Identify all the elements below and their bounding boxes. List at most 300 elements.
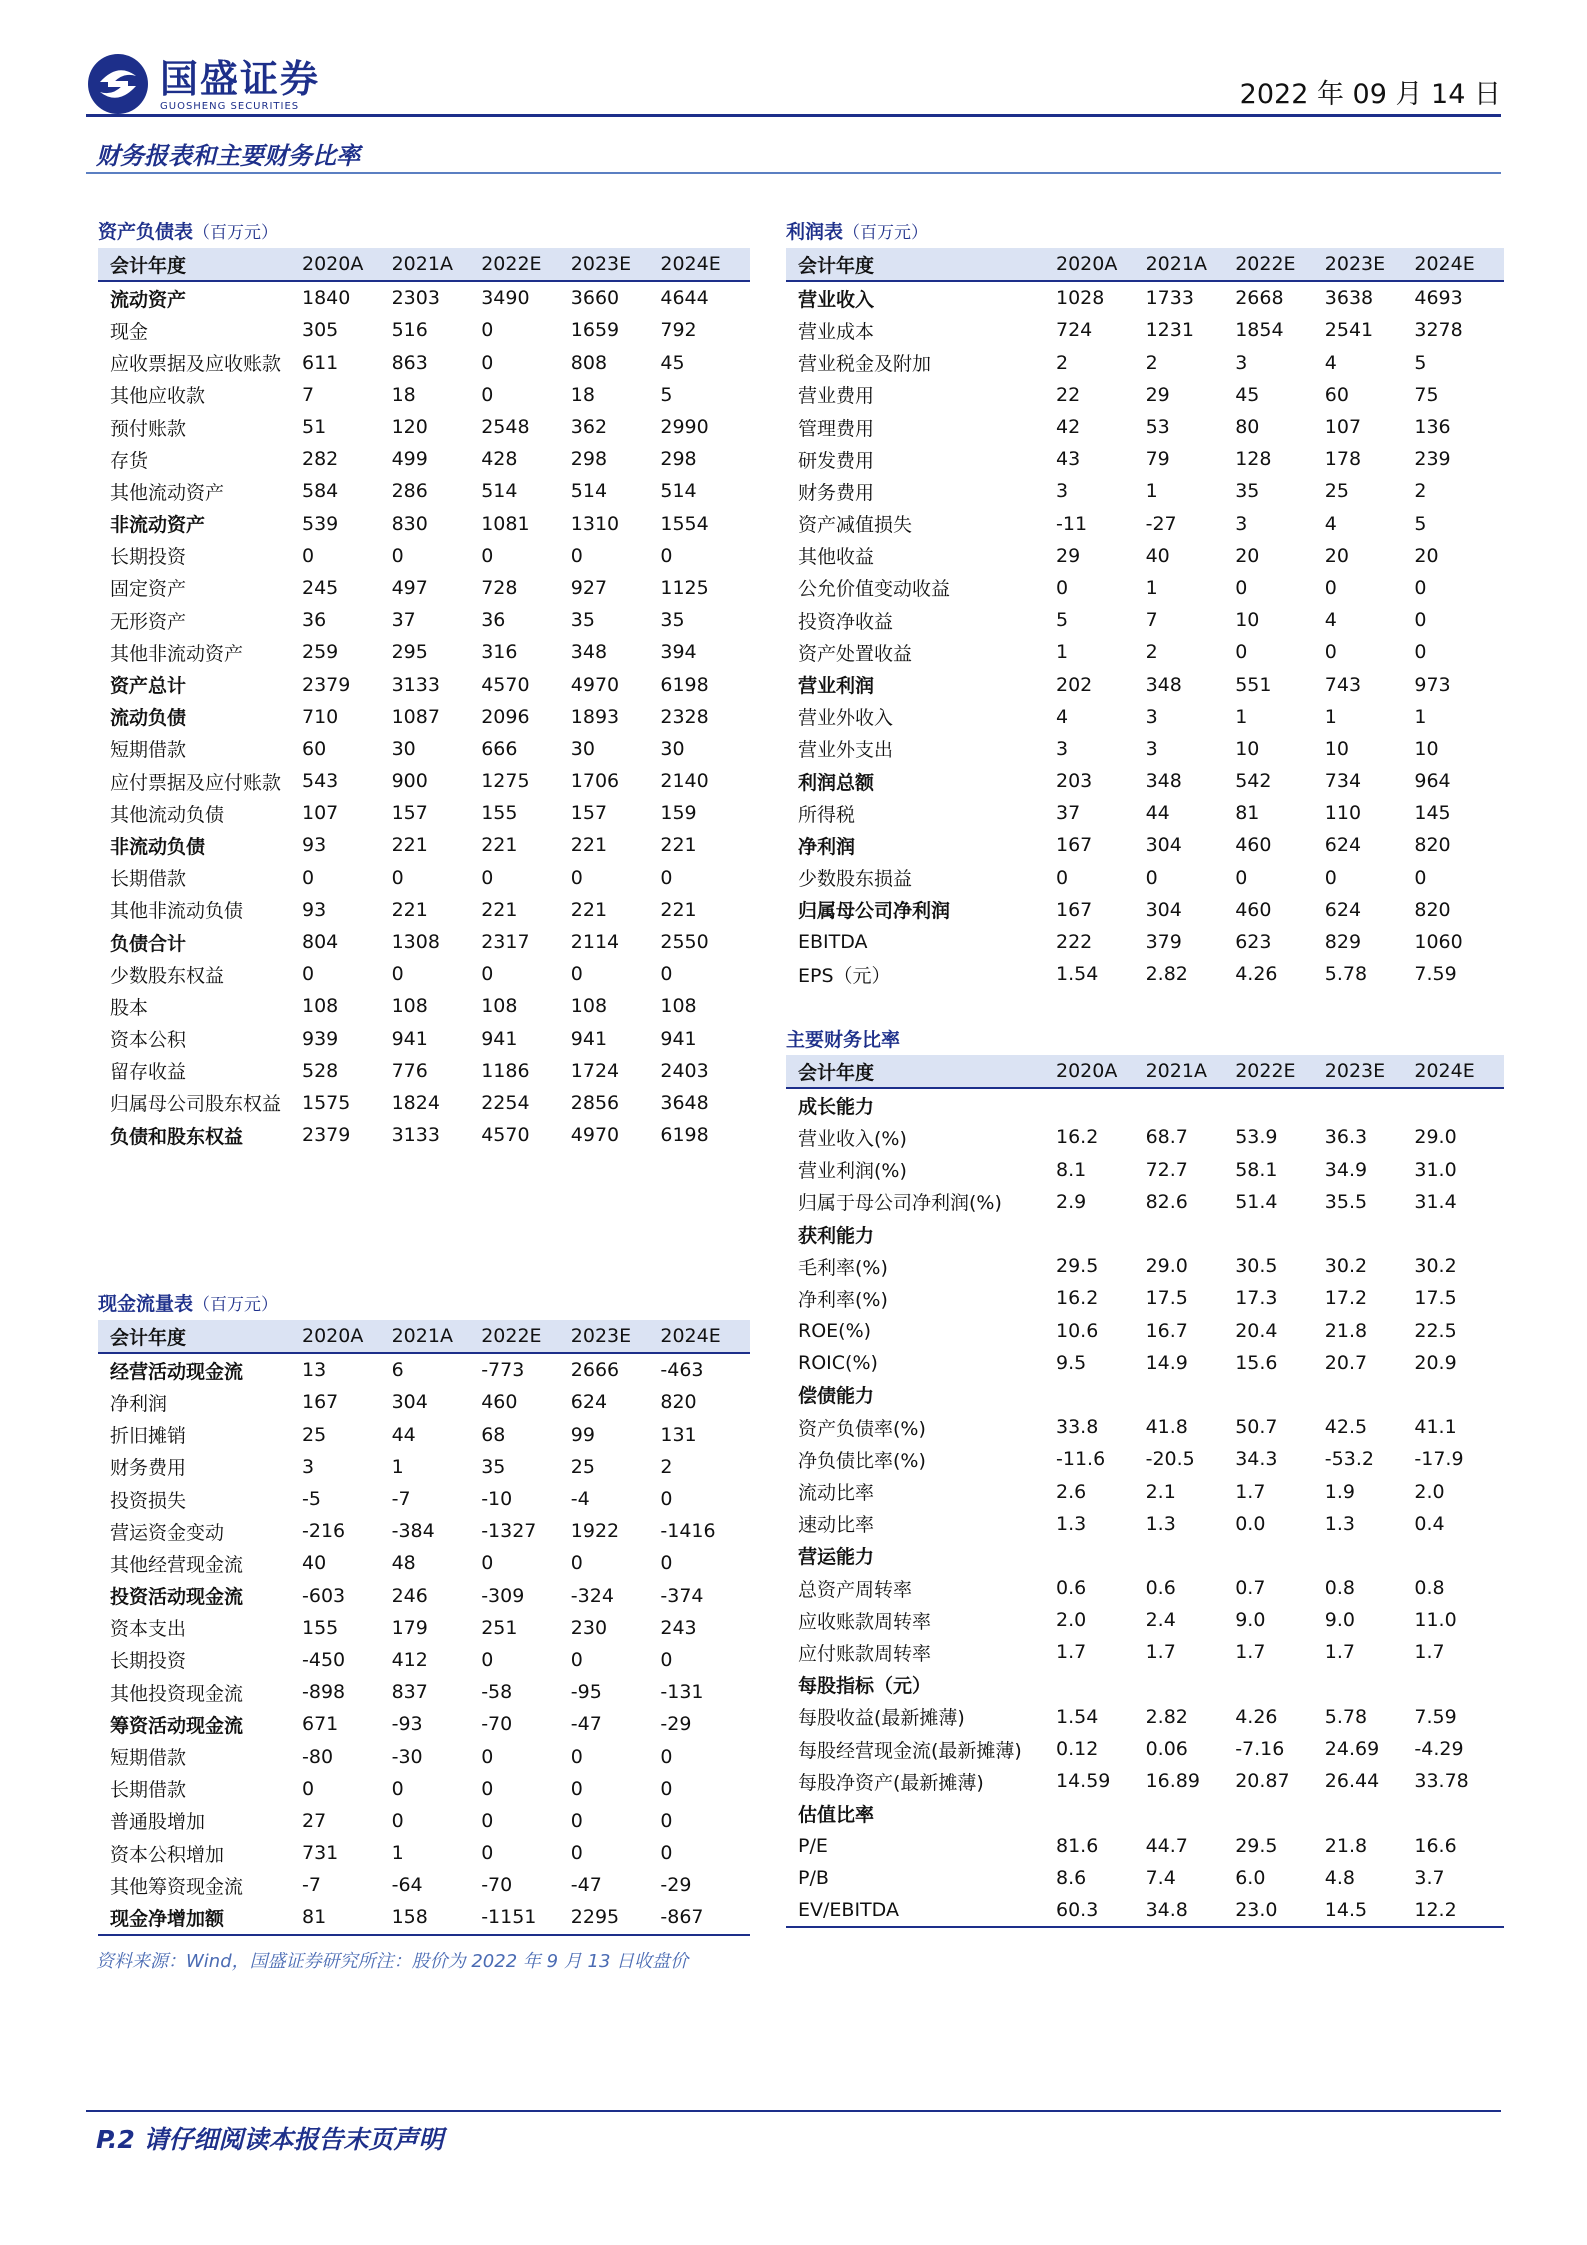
value-cell — [1325, 1379, 1415, 1411]
row-label: 资本公积增加 — [110, 1843, 225, 1866]
value-cell: 45 — [660, 351, 685, 374]
table-row — [98, 926, 750, 958]
table-row — [98, 1901, 750, 1934]
row-label: 投资损失 — [110, 1489, 187, 1512]
value-cell: 22.5 — [1414, 1319, 1457, 1342]
value-cell: 1659 — [570, 319, 620, 342]
value-cell: 0 — [570, 866, 583, 889]
balance-sheet-title — [98, 217, 750, 248]
logo-chinese-name: 国盛证券 — [160, 56, 321, 101]
value-cell: 108 — [302, 995, 339, 1018]
table-row — [98, 379, 750, 411]
value-cell: 0 — [1145, 866, 1158, 889]
value-cell: 2.1 — [1145, 1480, 1176, 1503]
value-cell: 5 — [1414, 512, 1427, 535]
value-cell: 50.7 — [1235, 1416, 1278, 1439]
row-label: 长期投资 — [110, 546, 187, 569]
row-label: 其他非流动负债 — [110, 900, 244, 923]
value-cell: 10 — [1324, 737, 1349, 760]
value-cell: 0 — [660, 1745, 673, 1768]
value-cell: -867 — [660, 1901, 750, 1934]
value-cell: 1310 — [570, 512, 620, 535]
value-cell: 0 — [1324, 641, 1337, 664]
value-cell — [1056, 1797, 1146, 1829]
table-row — [786, 1154, 1504, 1186]
row-label: 毛利率(%) — [798, 1256, 888, 1279]
value-cell: 514 — [481, 480, 518, 503]
value-cell: 68.7 — [1145, 1126, 1188, 1149]
value-cell: 1.7 — [1056, 1641, 1087, 1664]
value-cell: 221 — [660, 898, 697, 921]
value-cell — [1146, 1797, 1236, 1829]
value-cell: 0 — [570, 1809, 583, 1832]
value-cell: 131 — [660, 1423, 697, 1446]
value-cell — [1414, 1797, 1504, 1829]
value-cell: 412 — [391, 1648, 428, 1671]
value-cell: 3 — [1056, 480, 1069, 503]
value-cell: 21.8 — [1324, 1834, 1368, 1857]
value-cell: 820 — [660, 1391, 697, 1414]
value-cell: 1060 — [1414, 931, 1463, 954]
value-cell: 1554 — [660, 512, 709, 535]
value-cell: 539 — [302, 512, 339, 535]
row-label: 资本公积 — [110, 1029, 187, 1052]
value-cell: 0 — [660, 1777, 673, 1800]
value-cell: 10.6 — [1056, 1319, 1099, 1342]
table-row — [786, 508, 1504, 540]
value-cell: 0 — [660, 866, 673, 889]
balance-sheet-table — [98, 217, 750, 1151]
value-cell: 167 — [1056, 834, 1093, 857]
value-cell: -20.5 — [1145, 1448, 1195, 1471]
value-cell: 1 — [391, 1842, 404, 1865]
value-cell: 0.6 — [1145, 1577, 1176, 1600]
table-row — [98, 1119, 750, 1151]
table-row — [98, 1547, 750, 1579]
table-row — [98, 894, 750, 926]
value-cell: 16.6 — [1414, 1834, 1457, 1857]
value-cell: 251 — [481, 1616, 518, 1639]
value-cell: 3660 — [570, 287, 620, 310]
value-cell: 0 — [481, 351, 494, 374]
value-cell: 0 — [481, 866, 494, 889]
value-cell: 1.3 — [1056, 1512, 1087, 1535]
value-cell: 804 — [302, 931, 339, 954]
column-header-year: 2024E — [1414, 1055, 1504, 1088]
value-cell: -131 — [660, 1681, 704, 1704]
value-cell: 60 — [302, 737, 327, 760]
value-cell: 40 — [302, 1552, 327, 1575]
value-cell: 1 — [1414, 705, 1427, 728]
value-cell: 0.6 — [1056, 1577, 1087, 1600]
value-cell: 528 — [302, 1059, 339, 1082]
value-cell: 221 — [570, 898, 608, 921]
value-cell: 2328 — [660, 705, 709, 728]
value-cell: 516 — [391, 319, 428, 342]
value-cell: 155 — [302, 1616, 339, 1639]
value-cell: 0 — [481, 963, 494, 986]
value-cell: 2.9 — [1056, 1190, 1087, 1213]
value-cell: 710 — [302, 705, 339, 728]
value-cell: 20 — [1324, 544, 1349, 567]
value-cell: 167 — [1056, 898, 1093, 921]
value-cell: 2 — [1414, 480, 1427, 503]
value-cell — [1056, 1218, 1146, 1250]
value-cell: 286 — [391, 480, 428, 503]
value-cell: 51 — [302, 416, 327, 439]
section-row — [786, 1669, 1504, 1701]
value-cell: 0.12 — [1056, 1738, 1099, 1761]
value-cell: 44.7 — [1145, 1834, 1188, 1857]
section-row — [786, 1088, 1504, 1121]
value-cell: 0 — [570, 1745, 583, 1768]
table-row — [98, 1023, 750, 1055]
row-label: 获利能力 — [798, 1224, 875, 1247]
section-divider — [86, 172, 1501, 174]
value-cell: 542 — [1235, 770, 1272, 793]
value-cell: 724 — [1056, 319, 1093, 342]
value-cell: 36 — [481, 609, 506, 632]
value-cell: 1 — [1235, 705, 1248, 728]
value-cell: 24.69 — [1324, 1738, 1380, 1761]
table-row — [98, 701, 750, 733]
value-cell: 15.6 — [1235, 1351, 1278, 1374]
value-cell: 157 — [391, 802, 428, 825]
value-cell: 9.5 — [1056, 1351, 1087, 1374]
table-row — [786, 443, 1504, 475]
table-row — [98, 1055, 750, 1087]
value-cell: -17.9 — [1414, 1448, 1464, 1471]
value-cell: -603 — [302, 1584, 346, 1607]
value-cell: 10 — [1235, 609, 1260, 632]
value-cell: 1186 — [481, 1059, 530, 1082]
value-cell: 2990 — [660, 416, 709, 439]
value-cell: 1.7 — [1414, 1641, 1445, 1664]
value-cell: 45 — [1235, 383, 1260, 406]
value-cell: -11.6 — [1056, 1448, 1106, 1471]
row-label: 归属于母公司净利润(%) — [798, 1192, 1002, 1215]
value-cell: 2379 — [302, 1124, 351, 1147]
value-cell: 30 — [570, 737, 595, 760]
value-cell: 2548 — [481, 416, 530, 439]
column-header-label: 会计年度 — [98, 1320, 302, 1353]
table-row — [786, 862, 1504, 894]
value-cell: 20.4 — [1235, 1319, 1278, 1342]
table-row — [786, 1475, 1504, 1507]
row-label: 筹资活动现金流 — [110, 1714, 244, 1737]
value-cell: 13 — [302, 1359, 327, 1382]
value-cell: 128 — [1235, 448, 1272, 471]
row-label: 营业费用 — [798, 385, 875, 408]
row-label: 资产处置收益 — [798, 642, 913, 665]
value-cell: 2317 — [481, 931, 530, 954]
value-cell — [1414, 1669, 1504, 1701]
value-cell: 941 — [660, 1027, 697, 1050]
table-row — [786, 1315, 1504, 1347]
value-cell: 3648 — [660, 1091, 709, 1114]
value-cell: -30 — [391, 1745, 423, 1768]
column-header-year: 2021A — [1146, 248, 1236, 281]
value-cell: 5 — [660, 383, 673, 406]
table-row — [98, 668, 750, 700]
table-row — [98, 1580, 750, 1612]
value-cell: 29 — [1145, 383, 1170, 406]
table-row — [786, 604, 1504, 636]
row-label: 每股指标（元） — [798, 1675, 932, 1698]
section-row — [786, 1797, 1504, 1829]
income-statement-table — [786, 217, 1504, 990]
value-cell: 2668 — [1235, 287, 1284, 310]
value-cell: 0 — [1235, 866, 1248, 889]
value-cell: 4 — [1056, 705, 1069, 728]
value-cell: 29.0 — [1414, 1126, 1457, 1149]
value-cell: 2.0 — [1414, 1480, 1445, 1503]
value-cell: 179 — [391, 1616, 428, 1639]
value-cell: -216 — [302, 1520, 346, 1543]
value-cell: 0 — [1324, 866, 1337, 889]
value-cell: 2 — [660, 1455, 673, 1478]
value-cell: 0 — [481, 1552, 494, 1575]
value-cell: 2254 — [481, 1091, 530, 1114]
value-cell: 79 — [1145, 448, 1170, 471]
value-cell: 0 — [1235, 576, 1248, 599]
table-header-row — [98, 248, 750, 281]
column-header-year: 2023E — [1325, 1055, 1415, 1088]
value-cell: 298 — [660, 448, 697, 471]
value-cell: 2541 — [1324, 319, 1374, 342]
column-header-year: 2020A — [1056, 1055, 1146, 1088]
value-cell: 0 — [302, 866, 315, 889]
table-row — [98, 604, 750, 636]
value-cell: -5 — [302, 1488, 321, 1511]
header-divider — [86, 114, 1501, 117]
value-cell: 1.54 — [1056, 963, 1099, 986]
column-header-year: 2021A — [1146, 1055, 1236, 1088]
row-label: 营业收入 — [798, 288, 875, 311]
row-label: ROIC(%) — [798, 1351, 878, 1374]
row-label: 留存收益 — [110, 1061, 187, 1084]
value-cell: 108 — [570, 995, 608, 1018]
value-cell: 0 — [570, 963, 583, 986]
row-label: P/E — [798, 1834, 828, 1857]
value-cell: 0 — [570, 1777, 583, 1800]
value-cell: 20.7 — [1324, 1351, 1368, 1374]
value-cell: 4 — [1324, 609, 1337, 632]
value-cell: 35.5 — [1324, 1190, 1368, 1213]
value-cell: 6.0 — [1235, 1866, 1266, 1889]
value-cell: 136 — [1414, 416, 1451, 439]
value-cell: 20 — [1235, 544, 1260, 567]
value-cell: 0 — [481, 1648, 494, 1671]
column-header-year: 2022E — [1235, 1055, 1325, 1088]
value-cell: 1.7 — [1235, 1641, 1266, 1664]
value-cell: 0.4 — [1414, 1512, 1445, 1535]
value-cell — [1235, 1540, 1325, 1572]
value-cell: 2.82 — [1145, 963, 1188, 986]
value-cell: 22 — [1056, 383, 1081, 406]
value-cell: 1922 — [570, 1520, 620, 1543]
value-cell: 81 — [1235, 802, 1260, 825]
value-cell: 44 — [391, 1423, 416, 1446]
value-cell: 964 — [1414, 770, 1451, 793]
value-cell: 3133 — [391, 673, 440, 696]
value-cell: 27 — [302, 1809, 327, 1832]
section-row — [786, 1540, 1504, 1572]
column-header-year: 2024E — [660, 1320, 750, 1353]
value-cell: 900 — [391, 770, 428, 793]
value-cell — [1325, 1797, 1415, 1829]
table-row — [786, 1733, 1504, 1765]
value-cell: 7 — [1145, 609, 1158, 632]
row-label: 少数股东损益 — [798, 868, 913, 891]
row-label: 短期借款 — [110, 1747, 187, 1770]
value-cell: 1 — [391, 1455, 404, 1478]
value-cell: 21.8 — [1324, 1319, 1368, 1342]
row-label: 长期借款 — [110, 1779, 187, 1802]
value-cell: 728 — [481, 576, 518, 599]
balance-sheet-unit: （百万元） — [193, 223, 279, 243]
value-cell — [1146, 1088, 1236, 1121]
value-cell: 16.2 — [1056, 1126, 1099, 1149]
value-cell: 35 — [481, 1455, 506, 1478]
value-cell: 110 — [1324, 802, 1362, 825]
value-cell: 178 — [1324, 448, 1362, 471]
value-cell: 0 — [1414, 576, 1427, 599]
value-cell: 1.7 — [1145, 1641, 1176, 1664]
value-cell: -93 — [391, 1713, 423, 1736]
table-row — [98, 862, 750, 894]
value-cell: 514 — [660, 480, 697, 503]
value-cell: 0 — [660, 1809, 673, 1832]
row-label: 短期借款 — [110, 739, 187, 762]
value-cell: 1.54 — [1056, 1705, 1099, 1728]
value-cell — [1235, 1088, 1325, 1121]
value-cell: 460 — [1235, 834, 1272, 857]
value-cell: 362 — [570, 416, 608, 439]
value-cell: 348 — [1145, 673, 1182, 696]
value-cell: -11 — [1056, 512, 1088, 535]
row-label: 投资活动现金流 — [110, 1586, 244, 1609]
value-cell: 7.59 — [1414, 963, 1457, 986]
value-cell: -53.2 — [1324, 1448, 1374, 1471]
table-header-row — [786, 248, 1504, 281]
value-cell — [1056, 1540, 1146, 1572]
table-row — [98, 475, 750, 507]
cash-flow-title-text: 现金流量表 — [98, 1293, 194, 1315]
row-label: ROE(%) — [798, 1319, 872, 1342]
cash-flow-title — [98, 1289, 750, 1320]
value-cell: 145 — [1414, 802, 1451, 825]
row-label: 营运资金变动 — [110, 1521, 225, 1544]
value-cell: -4.29 — [1414, 1738, 1464, 1761]
row-label: 速动比率 — [798, 1514, 875, 1537]
value-cell: 1.3 — [1145, 1512, 1176, 1535]
value-cell: 1 — [1324, 705, 1337, 728]
value-cell: -70 — [481, 1713, 513, 1736]
value-cell: 246 — [391, 1584, 428, 1607]
row-label: 净利润 — [110, 1392, 168, 1415]
value-cell: 792 — [660, 319, 697, 342]
table-row — [786, 1508, 1504, 1540]
value-cell: 221 — [570, 834, 608, 857]
value-cell: 16.7 — [1145, 1319, 1188, 1342]
table-row — [786, 411, 1504, 443]
value-cell: -1416 — [660, 1520, 716, 1543]
table-row — [98, 281, 750, 314]
value-cell: 743 — [1324, 673, 1362, 696]
source-note: 资料来源：Wind，国盛证券研究所注：股价为 2022 年 9 月 13 日收盘价 — [96, 1951, 689, 1972]
value-cell: 29.5 — [1056, 1255, 1099, 1278]
row-label: 应收账款周转率 — [798, 1610, 932, 1633]
row-label: 其他应收款 — [110, 385, 206, 408]
value-cell: 203 — [1056, 770, 1093, 793]
row-label: 非流动资产 — [110, 514, 206, 537]
row-label: 资产总计 — [110, 675, 187, 698]
table-row — [786, 829, 1504, 861]
value-cell — [1056, 1088, 1146, 1121]
value-cell: 0 — [1324, 576, 1337, 599]
value-cell: 3.7 — [1414, 1866, 1445, 1889]
value-cell: 348 — [570, 641, 608, 664]
value-cell: 29.5 — [1235, 1834, 1278, 1857]
value-cell: -80 — [302, 1745, 334, 1768]
value-cell: -70 — [481, 1874, 513, 1897]
value-cell: 33.78 — [1414, 1770, 1469, 1793]
value-cell: 0 — [481, 1777, 494, 1800]
value-cell: 1275 — [481, 770, 530, 793]
table-row — [786, 894, 1504, 926]
value-cell: 2295 — [571, 1901, 661, 1934]
row-label: 资本支出 — [110, 1618, 187, 1641]
value-cell: 3 — [1145, 705, 1158, 728]
value-cell: 1840 — [302, 287, 351, 310]
column-header-year: 2020A — [1056, 248, 1146, 281]
row-label: 折旧摊销 — [110, 1425, 187, 1448]
value-cell: 551 — [1235, 673, 1272, 696]
value-cell: 42.5 — [1324, 1416, 1368, 1439]
value-cell: 731 — [302, 1842, 339, 1865]
value-cell: 75 — [1414, 383, 1439, 406]
value-cell: 1028 — [1056, 287, 1105, 310]
column-header-label: 会计年度 — [786, 248, 1056, 281]
value-cell: 820 — [1414, 834, 1451, 857]
row-label: 预付账款 — [110, 417, 187, 440]
table-row — [786, 1894, 1504, 1927]
value-cell: 2 — [1145, 641, 1158, 664]
table-row — [98, 1644, 750, 1676]
value-cell — [1235, 1797, 1325, 1829]
value-cell: 304 — [1145, 898, 1182, 921]
value-cell: 34.9 — [1324, 1158, 1368, 1181]
row-label: EBITDA — [798, 931, 868, 954]
value-cell: -47 — [570, 1874, 602, 1897]
row-label: 负债合计 — [110, 932, 187, 955]
value-cell: 0 — [481, 1809, 494, 1832]
value-cell: 837 — [391, 1681, 428, 1704]
value-cell: 0 — [302, 963, 315, 986]
value-cell: 120 — [391, 416, 428, 439]
value-cell: -450 — [302, 1648, 346, 1671]
row-label: 流动负债 — [110, 707, 187, 730]
value-cell: 7 — [302, 383, 315, 406]
value-cell: 1125 — [660, 576, 709, 599]
value-cell: -95 — [570, 1681, 602, 1704]
value-cell: -7 — [302, 1874, 321, 1897]
table-row — [98, 1087, 750, 1119]
section-row — [786, 1218, 1504, 1250]
income-statement-title-text: 利润表 — [786, 221, 844, 243]
table-row — [786, 1604, 1504, 1636]
